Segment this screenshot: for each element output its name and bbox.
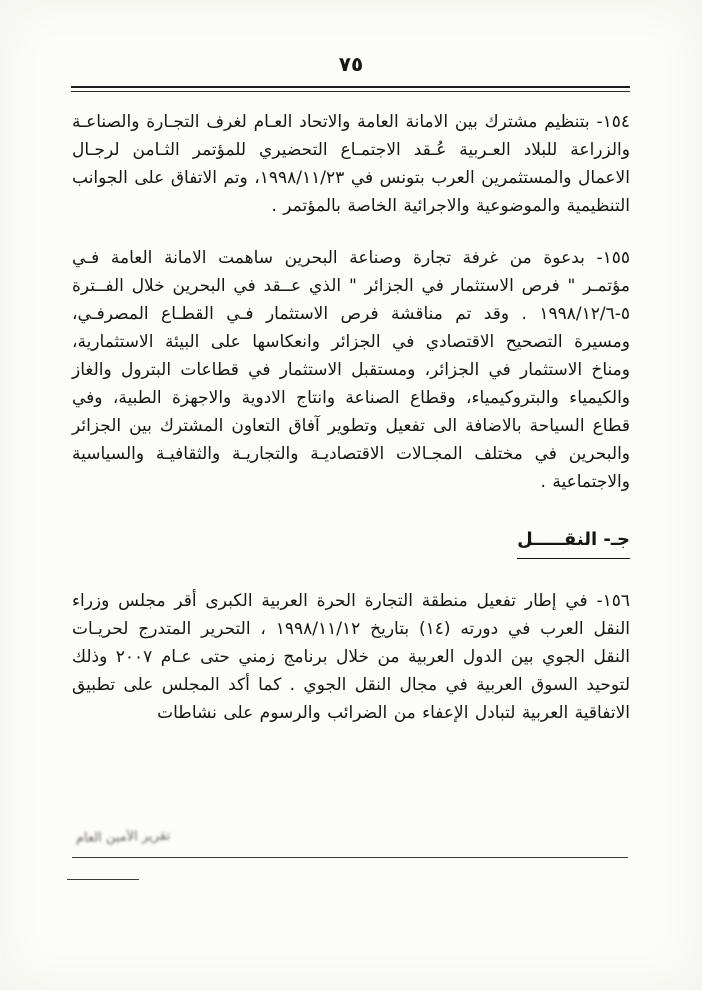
paragraph-156: ١٥٦- في إطار تفعيل منطقة التجارة الحرة العربية الكبرى أقر مجلس وزراء النقل العرب في دورته (١٤) بتاريخ ١٩٩٨/١١/١٢ ، التحرير المتدرج لحريـات النقل الجوي بين الدول العربية من خلال برنامج زمني حتى عـام ٢٠٠٧ وذلك لتوحيد السوق العربية في مجال النقل الجوي . كما أكد المجلس على تطبيق الاتفاقية العربية لتبادل الإعفاء من الضرائب والرسوم على نشاطات [72, 591, 631, 723]
footer-rule-short [67, 879, 139, 880]
top-rule [71, 86, 630, 92]
footer-stamp: تقرير الأمين العام [75, 828, 171, 847]
section-heading-text: جـ- النقـــــل [517, 526, 630, 559]
footer-rule [72, 857, 628, 858]
page-number: ٧٥ [338, 52, 364, 76]
paragraph-155: ١٥٥- بدعوة من غرفة تجارة وصناعة البحرين ساهمت الامانة العامة فـي مؤتمـر " فرص الاستثمار في الجزائر " الذي عــقد في البحرين خلال الفــترة ٥-١٩٩٨/١٢/٦ . وقد تم مناقشة فرص الاستثمار فـي القطـاع المصرفـي، ومسيرة التصحيح الاقتصادي في الجزائر وانعكاسها على البيئة الاستثمارية، ومناخ الاستثمار في الجزائر، ومستقبل الاستثمار في قطاعات البترول والغاز والكيمياء والبتروكيمياء، وقطاع الصناعة وانتاج الادوية والاجهزة الطبية، وفي قطاع السياحة بالاضافة الى تفعيل وتطوير آفاق التعاون المشترك بين الجزائر والبحرين في مختلف المجـالات الاقتصاديـة والتجاريـة والثقافيـة والسياسية والاجتماعية . [72, 248, 630, 492]
paragraph-154: ١٥٤- بتنظيم مشترك بين الامانة العامة والاتحاد العـام لغرف التجـارة والصناعـة والزراعة للبلاد العـربية عُـقد الاجتمـاع التحضيري للمؤتمر الثـامن لرجـال الاعمال والمستثمرين العرب بتونس في ١٩٩٨/١١/٢٣، وتم الاتفاق على الجوانب التنظيمية والموضوعية والاجرائية الخاصة بالمؤتمر . [72, 112, 630, 216]
section-heading-transport [72, 526, 630, 559]
document-body [72, 108, 630, 751]
